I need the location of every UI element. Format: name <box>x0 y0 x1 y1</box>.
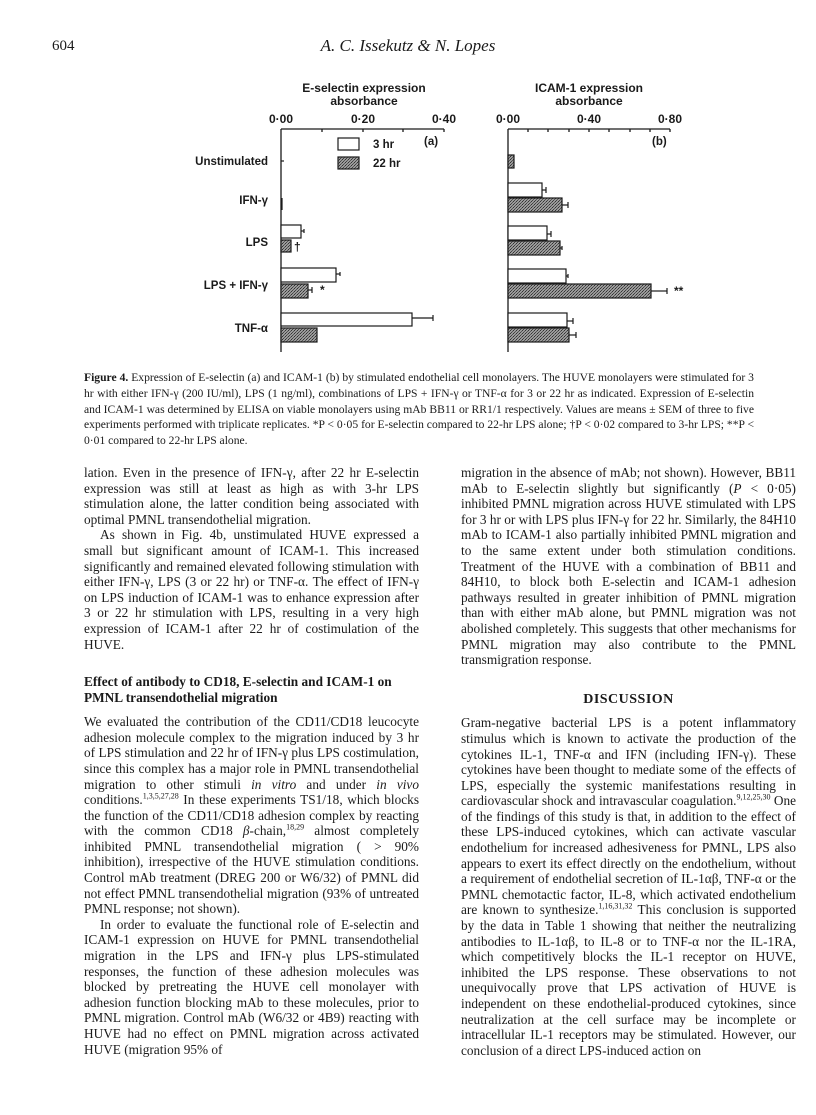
panel-a-title-line2: absorbance <box>330 94 398 108</box>
panel-a-bars <box>281 161 433 342</box>
annotation-dagger: † <box>294 240 301 254</box>
caption-text: Expression of E-selectin (a) and ICAM-1 (b) by stimulated endothelial cell monolayers. The HUVE monolayers were stimulated for 3 hr with either IFN-γ (200 IU/ml), LPS (1 ng/ml), combinations of LPS + IFN-γ or TNF-α for 3 or 22 hr as indicated. Expression of E-selectin and ICAM-1 was determined by ELISA on viable monolayers using mAb BB11 or RR1/1 respectively. Values are means ± SEM of three to five experiments performed with triplicate replicates. *P < 0·05 for E-selectin compared to 22-hr LPS alone; †P < 0·02 compared to 3-hr LPS; **P < 0·01 compared to 22-hr LPS alone. <box>84 371 754 448</box>
legend-22hr: 22 hr <box>373 158 401 170</box>
left-column <box>84 465 419 1057</box>
legend <box>338 138 401 170</box>
panel-a-tick: 0·40 <box>431 112 457 126</box>
citation: 1,16,31,32 <box>598 902 633 912</box>
figure-4 <box>0 0 816 360</box>
right-column <box>461 465 796 1058</box>
paragraph: migration in the absence of mAb; not shown). However, BB11 mAb to E-selectin slightly but significantly (P < 0·05) inhibited PMNL migration across HUVE stimulated with LPS for 3 hr or with LPS plus IFN-γ for 22 hr. Similarly, the 84H10 mAb to ICAM-1 also partially inhibited PMNL migration and to the same extent under both stimulation conditions. Treatment of the HUVE with a combination of BB11 and 84H10, to block both E-selectin and ICAM-1 adhesion pathways resulted in greater inhibition of PMNL migration than with either mAb alone, but PMNL migration was not abolished completely. This suggests that other mechanisms for PMNL migration may also contribute to the PMNL transmigration response. <box>461 465 796 668</box>
citation: 1,3,5,27,28 <box>142 791 179 801</box>
panel-a-label: (a) <box>424 136 439 148</box>
panel-b-title-line2: absorbance <box>555 94 623 108</box>
annotation-star: * <box>320 283 325 297</box>
section-heading-discussion: DISCUSSION <box>583 691 674 707</box>
citation: 9,12,25,30 <box>736 792 771 802</box>
panel-b-tick: 0·80 <box>657 112 683 126</box>
running-head: A. C. Issekutz & N. Lopes <box>320 36 496 55</box>
panel-b-tick: 0·40 <box>576 112 602 126</box>
page-number: 604 <box>52 38 75 54</box>
paragraph: lation. Even in the presence of IFN-γ, after 22 hr E-selectin expression was still at least as high as with 3-hr LPS stimulation alone, the latter condition being associated with optimal PMNL transendothelial migration. <box>84 465 419 527</box>
panel-a-tick: 0·20 <box>350 112 376 126</box>
panel-b-title-line1: ICAM-1 expression <box>534 81 644 95</box>
citation: 18,29 <box>286 822 305 832</box>
panel-b-tick: 0·00 <box>495 112 521 126</box>
paragraph: We evaluated the contribution of the CD11/CD18 leucocyte adhesion molecule complex to the migration induced by 3 hr of LPS stimulation and 22 hr of IFN-γ plus LPS costimulation, since this complex has a major role in PMNL transendothelial migration to other stimuli in vitro and under in vivo conditions.$^{1,3,5,27,28}$ In these experiments TS1/18, which blocks the function of the CD11/CD18 adhesion complex by reacting with the common CD18 β-chain,$^{18,29}$ almost completely inhibited PMNL transendothelial migration ( > 90% inhibition), irrespective of the HUVE stimulation conditions. Control mAb treatment (DREG 200 or W6/32) of PMNL did not effect PMNL transendothelial migration (93% of untreated PMNL response; not shown). <box>84 714 420 917</box>
category-label: LPS <box>245 237 268 249</box>
category-label: Unstimulated <box>195 156 268 168</box>
paragraph: In order to evaluate the functional role of E-selectin and ICAM-1 expression on HUVE for PMNL transendothelial migration in the LPS and IFN-γ plus LPS-stimulated responses, the function of these adhesion molecules was blocked by pretreating the HUVE cell monolayer with adhesion function blocking mAb to these molecules, prior to PMNL migration. Control mAb (W6/32 or 4B9) reacting with HUVE had no effect on PMNL migration across activated HUVE (migration 95% of <box>84 916 419 1057</box>
category-label: LPS + IFN-γ <box>203 280 268 292</box>
panel-a-tick: 0·00 <box>268 112 294 126</box>
panel-b-bars <box>508 155 667 342</box>
category-label: TNF-α <box>234 323 268 335</box>
caption-label: Figure 4. <box>84 371 129 384</box>
section-heading: Effect of antibody to CD18, E-selectin and ICAM-1 on PMNL transendothelial migration <box>84 674 392 706</box>
paragraph: As shown in Fig. 4b, unstimulated HUVE expressed a small but significant amount of ICAM-1. This increased significantly and remained elevated following stimulation with either IFN-γ, LPS (3 or 22 hr) or TNF-α. The effect of IFN-γ on LPS induction of ICAM-1 was to enhance expression after 3 or 22 hr stimulation with LPS, resulting in a very high expression of ICAM-1 after 22 hr of costimulation of the HUVE. <box>84 527 419 652</box>
panel-a-title-line1: E-selectin expression <box>302 81 426 95</box>
figure-caption <box>84 370 754 449</box>
category-label: IFN-γ <box>239 195 268 207</box>
paragraph: Gram-negative bacterial LPS is a potent inflammatory stimulus which is known to activate the production of the cytokines IL-1, TNF-α and IFN (including IFN-γ). These cytokines have been thought to mediate some of the effects of LPS, especially the systemic manifestations resulting in cardiovascular shock and intravascular coagulation.$^{9,12,25,30}$ One of the findings of this study is that, in addition to the effect of these LPS-induced cytokines, which can activate vascular endothelium for increased adhesiveness for PMNL, LPS also appears to exert its effect directly on the endothelium, without a requirement of endothelial secretion of IL-1αβ, TNF-α or the PMNL chemotactic factor, IL-8, which activated endothelium are known to synthesize.$^{1,16,31,32}$ This conclusion is supported by the data in Table 1 showing that neither the neutralizing antibodies to IL-1αβ, to IL-8 or to TNF-α nor the IL-1RA, which competitively blocks the IL-1 receptor on HUVE, inhibited the LPS response. These observations to not unequivocally prove that LPS activation of HUVE is independent on these endothelial-produced cytokines, since neutralization at the cell surface may be incomplete or intracellular IL-1 receptors may be stimulated. However, our conclusion of a direct LPS-induced action on <box>461 715 797 1058</box>
figure-4-chart <box>0 0 816 360</box>
panel-b-label: (b) <box>652 136 667 148</box>
legend-3hr: 3 hr <box>373 139 395 151</box>
annotation-double-star: ** <box>674 284 684 298</box>
